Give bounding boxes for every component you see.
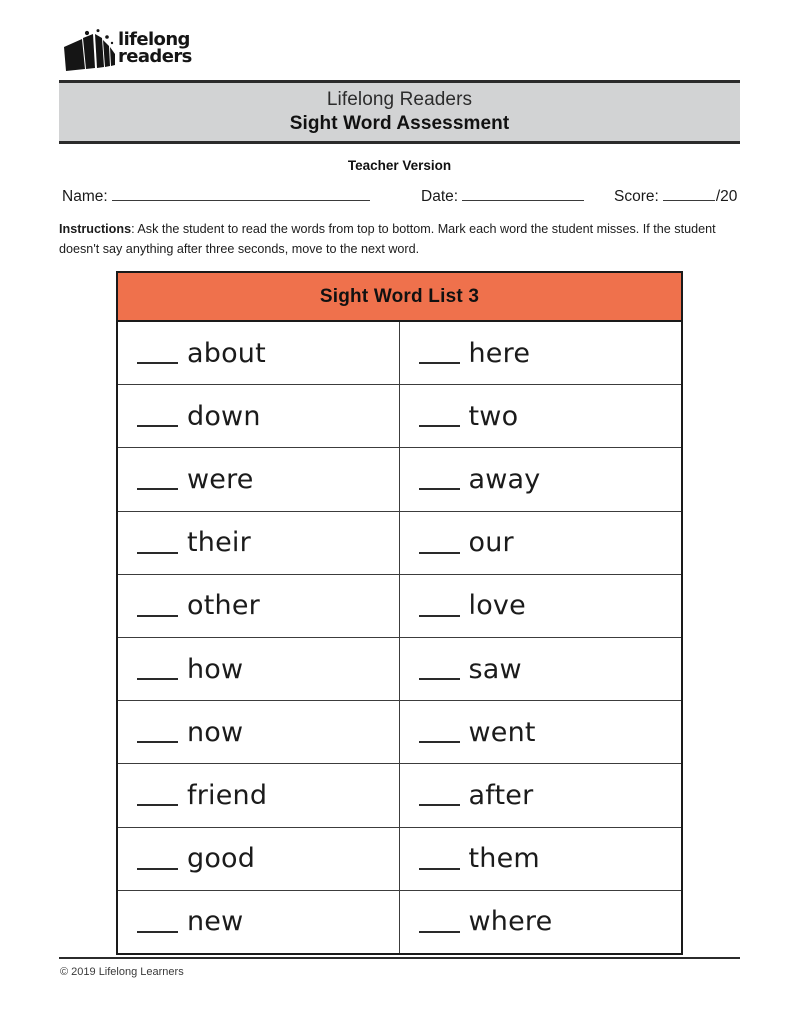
instructions-label: Instructions bbox=[59, 222, 132, 236]
mark-blank[interactable] bbox=[137, 658, 178, 680]
fanned-book-logo-icon bbox=[62, 29, 116, 73]
table-row bbox=[118, 448, 681, 511]
page-title: Sight Word Assessment bbox=[289, 112, 510, 134]
sight-word: them bbox=[468, 843, 540, 875]
word-cell[interactable] bbox=[400, 448, 682, 510]
mark-blank[interactable] bbox=[137, 721, 178, 743]
sight-word: good bbox=[187, 843, 256, 875]
sight-word: after bbox=[468, 779, 534, 811]
banner-subtitle: Lifelong Readers bbox=[326, 88, 473, 110]
sight-word: how bbox=[187, 653, 244, 685]
sight-word: love bbox=[468, 590, 526, 622]
word-cell[interactable] bbox=[118, 385, 400, 447]
date-input-line[interactable] bbox=[462, 186, 584, 201]
table-row bbox=[118, 891, 681, 953]
version-label: Teacher Version bbox=[347, 158, 452, 173]
sight-word: other bbox=[187, 590, 260, 622]
word-cell[interactable] bbox=[118, 575, 400, 637]
mark-blank[interactable] bbox=[419, 784, 460, 806]
name-label: Name: bbox=[62, 188, 108, 205]
mark-blank[interactable] bbox=[419, 658, 460, 680]
mark-blank[interactable] bbox=[419, 342, 460, 364]
mark-blank[interactable] bbox=[419, 468, 460, 490]
score-label: Score: bbox=[614, 188, 659, 205]
word-cell[interactable] bbox=[118, 512, 400, 574]
table-body bbox=[118, 322, 681, 953]
table-header bbox=[118, 273, 681, 322]
brand-wordmark-line2: readers bbox=[118, 45, 192, 67]
word-cell[interactable] bbox=[400, 575, 682, 637]
table-row bbox=[118, 322, 681, 385]
instructions-separator: : bbox=[131, 222, 135, 236]
mark-blank[interactable] bbox=[137, 468, 178, 490]
sight-word: down bbox=[187, 400, 261, 432]
word-cell[interactable] bbox=[118, 701, 400, 763]
brand-wordmark bbox=[118, 29, 192, 67]
word-cell[interactable] bbox=[400, 638, 682, 700]
sight-word: here bbox=[468, 337, 531, 369]
word-cell[interactable] bbox=[118, 828, 400, 890]
footer-copyright: © 2019 Lifelong Learners bbox=[60, 966, 184, 978]
mark-blank[interactable] bbox=[137, 595, 178, 617]
name-field[interactable] bbox=[62, 186, 370, 206]
word-cell[interactable] bbox=[400, 322, 682, 384]
word-cell[interactable] bbox=[400, 701, 682, 763]
footer-divider bbox=[59, 957, 740, 959]
table-title: Sight Word List 3 bbox=[319, 285, 480, 307]
word-cell[interactable] bbox=[400, 764, 682, 826]
student-info-row bbox=[62, 186, 742, 210]
instructions-text: Ask the student to read the words from top to bottom. Mark each word the student misses. If the student doesn't say anything after three seconds, move to the next word. bbox=[59, 222, 716, 256]
sight-word: about bbox=[187, 337, 266, 369]
score-total: /20 bbox=[715, 188, 738, 205]
table-row bbox=[118, 575, 681, 638]
sight-word: friend bbox=[187, 779, 268, 811]
score-input-line[interactable] bbox=[663, 186, 715, 201]
sight-word: now bbox=[187, 716, 244, 748]
sight-word: two bbox=[468, 400, 519, 432]
mark-blank[interactable] bbox=[419, 595, 460, 617]
sight-word: our bbox=[468, 527, 514, 559]
word-cell[interactable] bbox=[118, 638, 400, 700]
mark-blank[interactable] bbox=[137, 532, 178, 554]
sight-word: saw bbox=[468, 653, 522, 685]
date-label: Date: bbox=[421, 188, 459, 205]
word-cell[interactable] bbox=[400, 828, 682, 890]
table-row bbox=[118, 701, 681, 764]
mark-blank[interactable] bbox=[419, 721, 460, 743]
word-cell[interactable] bbox=[118, 764, 400, 826]
table-row bbox=[118, 828, 681, 891]
table-row bbox=[118, 638, 681, 701]
mark-blank[interactable] bbox=[137, 405, 178, 427]
mark-blank[interactable] bbox=[419, 532, 460, 554]
name-input-line[interactable] bbox=[112, 186, 370, 201]
date-field[interactable] bbox=[421, 186, 584, 206]
table-row bbox=[118, 385, 681, 448]
score-field[interactable] bbox=[614, 186, 737, 206]
instructions-block bbox=[59, 220, 745, 259]
sight-word: away bbox=[468, 463, 541, 495]
word-cell[interactable] bbox=[400, 891, 682, 953]
mark-blank[interactable] bbox=[137, 342, 178, 364]
sight-word-table bbox=[116, 271, 683, 955]
table-row bbox=[118, 764, 681, 827]
sight-word: their bbox=[187, 527, 251, 559]
mark-blank[interactable] bbox=[137, 784, 178, 806]
sight-word: where bbox=[468, 906, 553, 938]
word-cell[interactable] bbox=[118, 891, 400, 953]
word-cell[interactable] bbox=[118, 448, 400, 510]
word-cell[interactable] bbox=[400, 385, 682, 447]
mark-blank[interactable] bbox=[137, 911, 178, 933]
brand-wordmark-line1: lifelong bbox=[118, 29, 190, 50]
table-row bbox=[118, 512, 681, 575]
sight-word: were bbox=[187, 463, 254, 495]
sight-word: went bbox=[468, 716, 536, 748]
mark-blank[interactable] bbox=[419, 848, 460, 870]
mark-blank[interactable] bbox=[419, 405, 460, 427]
brand-logo bbox=[62, 27, 252, 75]
word-cell[interactable] bbox=[400, 512, 682, 574]
mark-blank[interactable] bbox=[137, 848, 178, 870]
title-banner bbox=[59, 80, 740, 144]
sight-word: new bbox=[187, 906, 244, 938]
mark-blank[interactable] bbox=[419, 911, 460, 933]
word-cell[interactable] bbox=[118, 322, 400, 384]
